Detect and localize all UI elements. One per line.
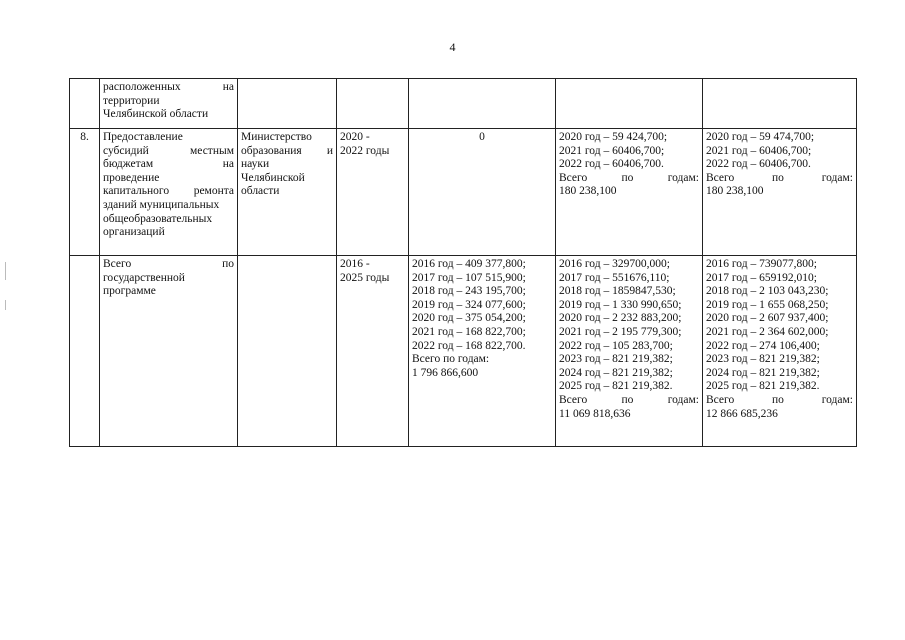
cell-text-line: области <box>241 185 280 198</box>
row-number-cell: 8. <box>70 129 100 256</box>
cell-text-line: 2016 год – 329700,000; <box>559 258 670 270</box>
executor-cell <box>238 129 337 256</box>
activity-cell <box>100 256 238 447</box>
cell-text-line: 12 866 685,236 <box>706 407 778 420</box>
cell-text-line: 2020 год – 59 474,700; <box>706 131 815 143</box>
cell-text-line <box>559 394 699 408</box>
cell-text-line: 2017 год – 659192,010; <box>706 271 817 284</box>
cell-word: Всего <box>706 393 735 406</box>
cell-text-line: 2017 год – 551676,110; <box>559 271 670 284</box>
cell-text-line: 2022 годы <box>340 144 390 157</box>
table-body <box>70 79 857 447</box>
cell-word: образования <box>241 144 302 157</box>
cell-text-line: 2017 год – 107 515,900; <box>412 271 526 284</box>
cell-word: годам: <box>667 171 699 184</box>
cell-word: Всего <box>103 258 132 270</box>
cell-text-line: Министерство <box>241 131 312 143</box>
cell-text-line <box>103 158 234 172</box>
row-number-cell <box>70 256 100 447</box>
cell-word: Всего <box>559 393 588 406</box>
cell-text-line: 2025 годы <box>340 271 390 284</box>
cell-text-line <box>559 172 699 186</box>
local-budget-cell <box>556 129 703 256</box>
activity-cell <box>100 79 238 129</box>
period-cell <box>337 129 409 256</box>
table-row <box>70 79 857 129</box>
cell-word: капитального <box>103 185 170 198</box>
cell-text-line: 2024 год – 821 219,382; <box>706 366 820 379</box>
cell-text-line <box>706 172 853 186</box>
cell-text-line: 0 <box>479 131 485 143</box>
cell-text-line: 1 796 866,600 <box>412 366 479 379</box>
cell-word: годам: <box>821 393 853 406</box>
cell-text-line <box>706 394 853 408</box>
cell-text-line: общеобразовательных <box>103 212 213 225</box>
cell-word: по <box>621 171 634 184</box>
cell-text-line: 2016 - <box>340 258 370 270</box>
cell-text-line: 2024 год – 821 219,382; <box>559 366 673 379</box>
cell-text-line: 180 238,100 <box>706 185 764 198</box>
row-number-cell <box>70 79 100 129</box>
cell-text-line: 2021 год – 168 822,700; <box>412 325 526 338</box>
cell-text-line: 2022 год – 168 822,700. <box>412 339 526 352</box>
regional-budget-cell <box>409 256 556 447</box>
cell-text-line: 2016 год – 409 377,800; <box>412 258 526 270</box>
executor-cell <box>238 256 337 447</box>
scan-edge-mark <box>5 300 6 310</box>
cell-word: на <box>222 81 234 93</box>
cell-text-line: 2019 год – 1 330 990,650; <box>559 298 682 311</box>
cell-text-line: 2025 год – 821 219,382. <box>559 380 673 393</box>
table-row <box>70 256 857 447</box>
cell-word: по <box>772 393 784 406</box>
regional-budget-cell <box>409 79 556 129</box>
cell-text-line: Челябинской области <box>103 108 209 121</box>
cell-text-line: 2022 год – 60406,700. <box>706 158 811 171</box>
cell-text-line: организаций <box>103 226 165 239</box>
cell-text-line: 2021 год – 60406,700; <box>559 144 665 157</box>
cell-word: по <box>621 393 634 406</box>
total-funding-cell <box>703 79 857 129</box>
cell-text-line: 11 069 818,636 <box>559 407 631 420</box>
cell-text-line: 2020 год – 375 054,200; <box>412 312 526 325</box>
cell-text-line: 180 238,100 <box>559 185 617 198</box>
cell-text-line: 2016 год – 739077,800; <box>706 258 817 270</box>
cell-text-line: 2022 год – 274 106,400; <box>706 339 820 352</box>
cell-text-line: 2021 год – 2 195 779,300; <box>559 325 682 338</box>
cell-text-line: 2022 год – 105 283,700; <box>559 339 673 352</box>
cell-word: и <box>326 144 333 157</box>
cell-word: местным <box>190 144 234 157</box>
cell-text-line: проведение <box>103 171 160 184</box>
cell-word: Всего <box>706 171 735 184</box>
cell-word: годам: <box>667 393 699 406</box>
cell-text-line: 2020 год – 2 232 883,200; <box>559 312 682 325</box>
total-funding-cell <box>703 129 857 256</box>
cell-word: расположенных <box>103 81 181 93</box>
cell-text-line: 2018 год – 243 195,700; <box>412 285 526 298</box>
cell-text-line: науки <box>241 158 270 171</box>
local-budget-cell <box>556 256 703 447</box>
cell-word: по <box>222 258 234 270</box>
cell-text-line: 2020 - <box>340 131 370 143</box>
cell-text-line: 2023 год – 821 219,382; <box>706 353 820 366</box>
cell-word: ремонта <box>193 185 234 198</box>
cell-text-line: 2019 год – 324 077,600; <box>412 298 526 311</box>
executor-cell <box>238 79 337 129</box>
cell-text-line: Всего по годам: <box>412 353 490 366</box>
cell-text-line: зданий муниципальных <box>103 198 220 211</box>
cell-text-line: территории <box>103 94 160 107</box>
activity-cell <box>100 129 238 256</box>
cell-text-line: 2018 год – 1859847,530; <box>559 285 676 298</box>
cell-word: годам: <box>821 171 853 184</box>
cell-text-line: 2022 год – 60406,700. <box>559 158 664 171</box>
scan-edge-mark <box>5 262 6 280</box>
cell-text-line: 2023 год – 821 219,382; <box>559 353 673 366</box>
cell-word: по <box>772 171 784 184</box>
cell-text-line <box>103 145 234 159</box>
cell-text-line: 2021 год – 2 364 602,000; <box>706 325 829 338</box>
cell-text-line: 2018 год – 2 103 043,230; <box>706 285 829 298</box>
cell-text-line: 2025 год – 821 219,382. <box>706 380 820 393</box>
cell-text-line: Челябинской <box>241 171 305 184</box>
cell-text-line: 2020 год – 2 607 937,400; <box>706 312 829 325</box>
period-cell <box>337 256 409 447</box>
cell-text-line: 2021 год – 60406,700; <box>706 144 812 157</box>
page-number: 4 <box>449 40 456 54</box>
cell-word: Всего <box>559 171 588 184</box>
cell-text-line <box>103 185 234 199</box>
cell-text-line: 2019 год – 1 655 068,250; <box>706 298 829 311</box>
table-row <box>70 129 857 256</box>
period-cell <box>337 79 409 129</box>
cell-word: субсидий <box>103 144 149 157</box>
cell-word: на <box>222 158 234 171</box>
program-table <box>69 78 857 447</box>
cell-text-line <box>103 81 234 95</box>
local-budget-cell <box>556 79 703 129</box>
cell-text-line: государственной <box>103 271 185 284</box>
cell-text-line: 2020 год – 59 424,700; <box>559 131 668 143</box>
regional-budget-cell <box>409 129 556 256</box>
cell-text-line <box>241 145 333 159</box>
total-funding-cell <box>703 256 857 447</box>
cell-text-line: программе <box>103 285 156 298</box>
cell-text-line <box>103 258 234 272</box>
cell-word: бюджетам <box>103 158 154 171</box>
cell-text-line: Предоставление <box>103 131 183 143</box>
